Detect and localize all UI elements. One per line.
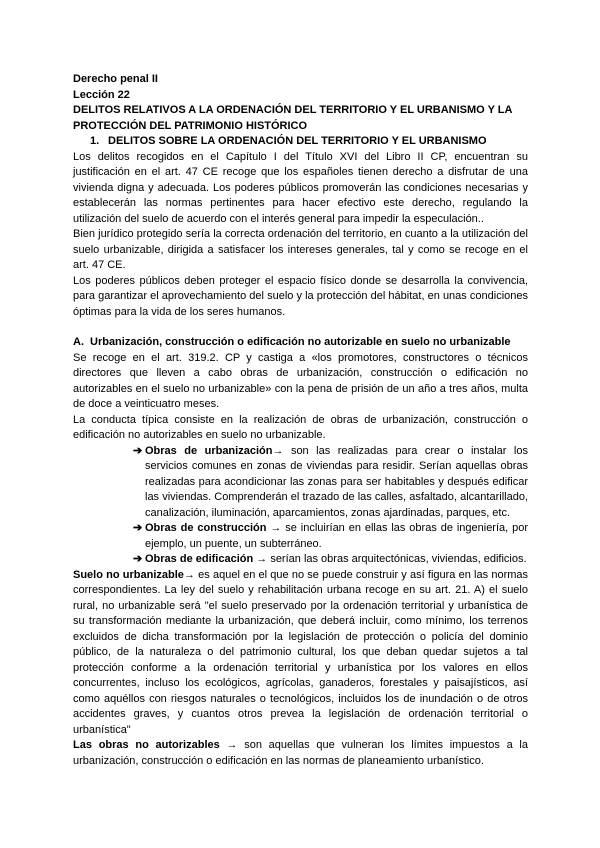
no-autorizables-term: Las obras no autorizables — [73, 739, 220, 751]
course-title: Derecho penal II — [73, 73, 158, 85]
suelo-term: Suelo no urbanizable — [73, 568, 184, 581]
list-item-text: → serían las obras arquitectónicas, viviendas, edificios. — [253, 553, 527, 565]
list-item-text: → se incluirían en ellas las obras de ingeniería, por ejemplo, un puente, un subterráneo. — [145, 522, 528, 550]
section-1-title: DELITOS SOBRE LA ORDENACIÓN DEL TERRITORIO Y EL URBANISMO — [108, 135, 487, 147]
list-item — [133, 552, 528, 568]
arrow-bullet-icon: ➔ — [133, 522, 143, 534]
paragraph-a2: La conducta típica consiste en la realización de obras de urbanización, construcción o edificación no autorizables en suelo no urbanizable. — [73, 413, 528, 441]
lesson-title: Lección 22 — [73, 88, 130, 101]
document-page — [73, 72, 528, 769]
works-list — [73, 444, 528, 568]
spacer — [73, 320, 528, 335]
list-item-body — [145, 521, 528, 552]
paragraph-no-autorizables — [73, 738, 528, 769]
paragraph-suelo — [73, 568, 528, 739]
list-item — [133, 444, 528, 522]
subsection-a-title: Urbanización, construcción o edificación no autorizable en suelo no urbanizable — [90, 336, 511, 348]
list-item-term: Obras de urbanización — [145, 444, 273, 457]
section-1-heading — [73, 134, 528, 150]
list-item-text: → son las realizadas para crear o instalar los servicios comunes en zonas de viviendas para residir. Serían aquellas obras realizadas para acondicionar las zonas para ser habitables y después edificar las viviendas. Comprenderán el trazado de las calles, asfaltado, alcantarillado, canalización, iluminación, aparcamientos, zonas ajardinadas, parques, etc. — [145, 444, 528, 519]
paragraph-a1: Se recoge en el art. 319.2. CP y castiga a «los promotores, constructores o técnicos directores que lleven a cabo obras de urbanización, construcción o edificación no autorizables en el suelo no urbanizable» con la pena de prisión de un año a tres años, multa de doce a veinticuatro meses. — [73, 351, 528, 410]
paragraph-3: Los poderes públicos deben proteger el espacio físico donde se desarrolla la convivencia, para garantizar el aprovechamiento del suelo y la protección del hábitat, en unas condiciones óptimas para la vida de los seres humanos. — [73, 274, 528, 318]
arrow-bullet-icon: ➔ — [133, 553, 143, 565]
list-item-term: Obras de edificación — [145, 553, 254, 565]
arrow-bullet-icon: ➔ — [133, 444, 143, 457]
list-item-term: Obras de construcción — [145, 522, 267, 534]
suelo-text: → es aquel en el que no se puede construir y así figura en las normas correspondientes. La ley del suelo y rehabilitación urbana recoge en su art. 21. A) el suelo rural, no urbanizable será "el suelo preservado por la ordenación territorial y urbanística de su transformación mediante la urbanización, que deberá incluir, como mínimo, los terrenos excluidos de dicha transformación por la legislación de protección o policía del dominio público, de la naturaleza o del patrimonio cultural, los que deban quedar sujetos a tal protección conforme a la ordenación territorial y urbanística por los valores en ellos concurrentes, incluso los ecológicos, agrícolas, ganaderos, forestales y paisajísticos, así como aquéllos con riesgos naturales o tecnológicos, incluidos los de inundación o de otros accidentes graves, y cuantos otros prevea la legislación de ordenación territorial o urbanística" — [73, 568, 529, 736]
no-autorizables-text: → son aquellas que vulneran los límites impuestos a la urbanización, construcción o edificación en las normas de planeamiento urbanístico. — [73, 739, 528, 767]
subsection-a-letter: A. — [73, 336, 84, 348]
main-heading: DELITOS RELATIVOS A LA ORDENACIÓN DEL TERRITORIO Y EL URBANISMO Y LA PROTECCIÓN DEL PATRIMONIO HISTÓRICO — [73, 104, 513, 132]
paragraph-2: Bien jurídico protegido sería la correcta ordenación del territorio, en cuanto a la utilización del suelo urbanizable, dirigida a satisfacer los intereses generales, tal y como se recoge en el art. 47 CE. — [73, 228, 528, 271]
list-item — [133, 521, 528, 552]
list-item-body — [145, 444, 528, 522]
list-item-body — [145, 552, 528, 568]
section-1-number: 1. — [90, 135, 100, 147]
paragraph-1: Los delitos recogidos en el Capítulo I del Título XVI del Libro II CP, encuentran su justificación en el art. 47 CE recoge que los españoles tienen derecho a disfrutar de una vivienda digna y adecuada. Los poderes públicos promoverán las condiciones necesarias y establecerán las normas pertinentes para hacer efectivo este derecho, regulando la utilización del suelo de acuerdo con el interés general para impedir la especulación.. — [73, 150, 528, 225]
subsection-a-heading — [73, 335, 528, 351]
